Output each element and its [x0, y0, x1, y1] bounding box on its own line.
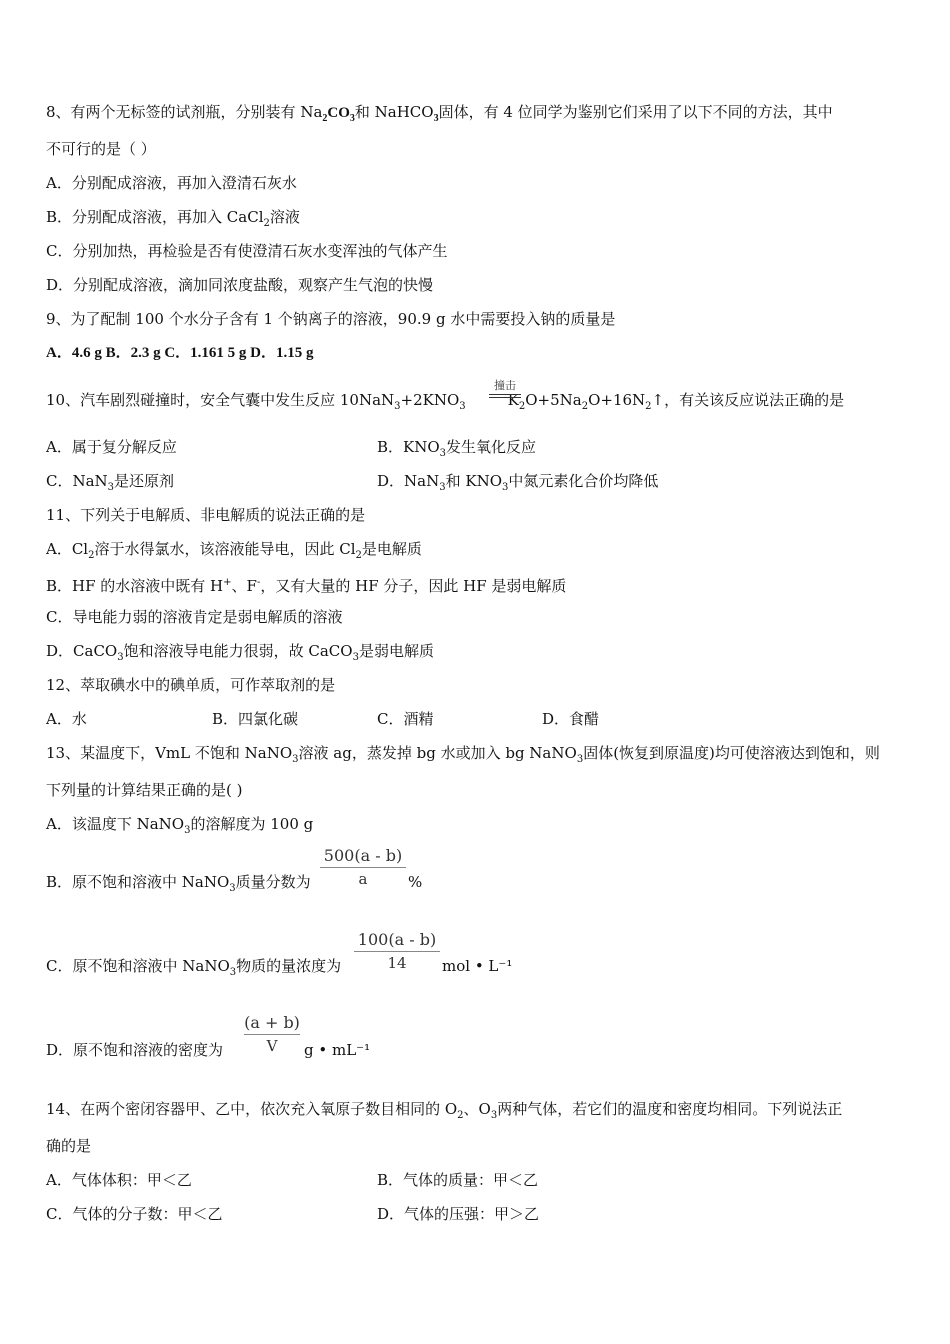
q13-c-fraction: 100(a - b) 14	[354, 930, 440, 972]
q11-option-d: D．CaCO$_3$饱和溶液导电能力很弱，故 CaCO$_3$是弱电解质	[46, 642, 434, 663]
reaction-condition-arrow: 撞击	[489, 377, 521, 398]
q11-option-c: C．导电能力弱的溶液肯定是弱电解质的溶液	[46, 608, 343, 626]
q12-option-c: C．酒精	[377, 710, 434, 728]
q10-option-b: B．$KNO_3$发生氧化反应	[377, 438, 537, 459]
q11-option-b: B．HF 的水溶液中既有 H+、F-，又有大量的 HF 分子，因此 HF 是弱电解质	[46, 577, 567, 595]
q13-b-unit: %	[408, 873, 423, 891]
q10-stem: 10、汽车剧烈碰撞时，安全气囊中发生反应 $10NaN_3+2KNO_3$ $K_2O+5Na_2O+16N_2↑$，有关该反应说法正确的是	[46, 391, 845, 412]
q8-stem-line2: 不可行的是（ ）	[46, 140, 156, 158]
q13-option-d: D．原不饱和溶液的密度为	[46, 1041, 224, 1059]
q13-c-unit: mol • L⁻¹	[442, 957, 513, 975]
q14-option-d: D．气体的压强：甲＞乙	[377, 1205, 540, 1223]
q13-d-unit: g • mL⁻¹	[304, 1041, 371, 1059]
q13-b-fraction: 500(a - b) a	[320, 846, 406, 888]
q14-stem-line2: 确的是	[46, 1137, 92, 1155]
q10-option-c: C．NaN$_3$是还原剂	[46, 472, 175, 493]
q10-option-a: A．属于复分解反应	[46, 438, 177, 456]
q11-option-a: A．$Cl_2$溶于水得氯水，该溶液能导电，因此 $Cl_2$是电解质	[46, 540, 422, 561]
q13-option-b: B．原不饱和溶液中 NaNO$_3$质量分数为	[46, 873, 311, 894]
q12-option-d: D．食醋	[542, 710, 600, 728]
q11-stem: 11、下列关于电解质、非电解质的说法正确的是	[46, 506, 366, 524]
q14-stem: 14、在两个密闭容器甲、乙中，依次充入氧原子数目相同的 $O_2$、$O_3$两种气体，若它们的温度和密度均相同。下列说法正	[46, 1100, 843, 1121]
q12-stem: 12、萃取碘水中的碘单质，可作萃取剂的是	[46, 676, 336, 694]
q13-d-fraction: (a + b) V	[244, 1013, 300, 1055]
q8-option-a: A．分别配成溶液，再加入澄清石灰水	[46, 174, 297, 192]
q9-options: A．4.6 g B．2.3 g C．1.161 5 g D．1.15 g	[46, 345, 314, 361]
q14-option-a: A．气体体积：甲＜乙	[46, 1171, 192, 1189]
q13-stem-line2: 下列量的计算结果正确的是( )	[46, 781, 243, 799]
q8-option-b: B．分别配成溶液，再加入 CaCl$_2$溶液	[46, 208, 300, 229]
q9-stem: 9、为了配制 100 个水分子含有 1 个钠离子的溶液，90.9 g 水中需要投入钠的质量是	[46, 310, 616, 328]
q12-option-b: B．四氯化碳	[212, 710, 299, 728]
q14-option-c: C．气体的分子数：甲＜乙	[46, 1205, 223, 1223]
q13-stem: 13、某温度下，VmL 不饱和 NaNO$_3$溶液 ag，蒸发掉 bg 水或加入 bg NaNO$_3$固体(恢复到原温度)均可使溶液达到饱和，则	[46, 744, 880, 765]
q10-option-d: D．NaN$_3$和 $KNO_3$中氮元素化合价均降低	[377, 472, 659, 493]
q12-option-a: A．水	[46, 710, 87, 728]
q13-option-a: A．该温度下 NaNO$_3$的溶解度为 100 g	[46, 815, 314, 836]
q14-option-b: B．气体的质量：甲＜乙	[377, 1171, 539, 1189]
q13-option-c: C．原不饱和溶液中 NaNO$_3$物质的量浓度为	[46, 957, 342, 978]
q8-stem: 8、有两个无标签的试剂瓶，分别装有 $Na_2CO_3$和 NaHCO$_3$固体，有 4 位同学为鉴别它们采用了以下不同的方法，其中	[46, 103, 833, 124]
q8-option-d: D．分别配成溶液，滴加同浓度盐酸，观察产生气泡的快慢	[46, 276, 434, 294]
q8-option-c: C．分别加热，再检验是否有使澄清石灰水变浑浊的气体产生	[46, 242, 448, 260]
